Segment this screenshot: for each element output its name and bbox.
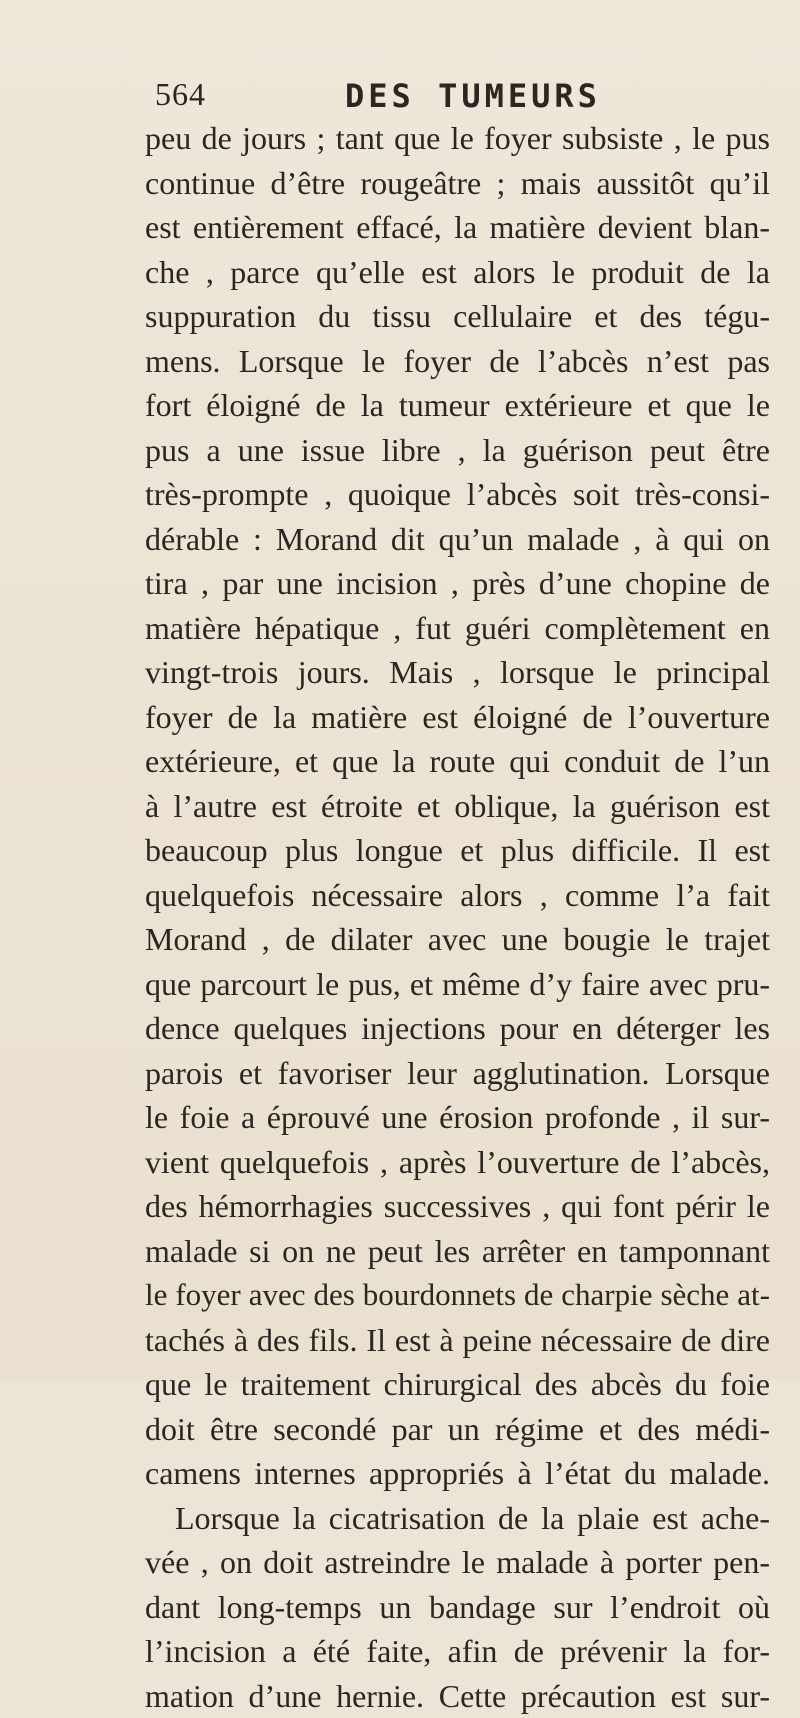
text-line: vée , on doit astreindre le malade à porter pen- [145,1540,770,1585]
text-line: des hémorrhagies successives , qui font périr le [145,1184,770,1229]
text-line: que le traitement chirurgical des abcès du foie [145,1362,770,1407]
text-line: mation d’une hernie. Cette précaution est sur- [145,1674,770,1718]
text-line: extérieure, et que la route qui conduit de l’un [145,739,770,784]
paragraph-start-line: Lorsque la cicatrisation de la plaie est ache- [145,1496,770,1541]
text-line: continue d’être rougeâtre ; mais aussitôt qu’il [145,161,770,206]
text-line: che , parce qu’elle est alors le produit de la [145,250,770,295]
text-line: mens. Lorsque le foyer de l’abcès n’est pas [145,339,770,384]
text-line: que parcourt le pus, et même d’y faire avec pru- [145,962,770,1007]
text-line: parois et favoriser leur agglutination. Lorsque [145,1051,770,1096]
text-line: tachés à des fils. Il est à peine nécessaire de dire [145,1318,770,1363]
text-line: beaucoup plus longue et plus difficile. Il est [145,828,770,873]
text-line: vient quelquefois , après l’ouverture de l’abcès, [145,1140,770,1185]
running-head: DES TUMEURS [345,76,601,116]
page-number: 564 [155,74,206,114]
text-line: est entièrement effacé, la matière devient blan- [145,205,770,250]
text-line: dence quelques injections pour en déterger les [145,1006,770,1051]
text-line: matière hépatique , fut guéri complètement en [145,606,770,651]
text-line: tira , par une incision , près d’une chopine de [145,561,770,606]
text-line: fort éloigné de la tumeur extérieure et que le [145,383,770,428]
text-line: dérable : Morand dit qu’un malade , à qui on [145,517,770,562]
text-line: à l’autre est étroite et oblique, la guérison est [145,784,770,829]
text-line: pus a une issue libre , la guérison peut être [145,428,770,473]
text-line: peu de jours ; tant que le foyer subsiste , le pus [145,116,770,161]
text-line: foyer de la matière est éloigné de l’ouverture [145,695,770,740]
text-line: Morand , de dilater avec une bougie le trajet [145,917,770,962]
text-line: l’incision a été faite, afin de prévenir la for- [145,1629,770,1674]
text-line: le foie a éprouvé une érosion profonde , il sur- [145,1095,770,1140]
text-line: malade si on ne peut les arrêter en tamponnant [145,1229,770,1274]
text-line: très-prompte , quoique l’abcès soit très-consi- [145,472,770,517]
text-line: camens internes appropriés à l’état du malade. [145,1451,770,1496]
body-text [145,116,770,1718]
text-line: doit être secondé par un régime et des médi- [145,1407,770,1452]
text-line: dant long-temps un bandage sur l’endroit où [145,1585,770,1630]
text-line: quelquefois nécessaire alors , comme l’a fait [145,873,770,918]
text-line: suppuration du tissu cellulaire et des tégu- [145,294,770,339]
text-line: le foyer avec des bourdonnets de charpie sèche at- [145,1273,770,1318]
text-line: vingt-trois jours. Mais , lorsque le principal [145,650,770,695]
page-header [155,74,775,114]
